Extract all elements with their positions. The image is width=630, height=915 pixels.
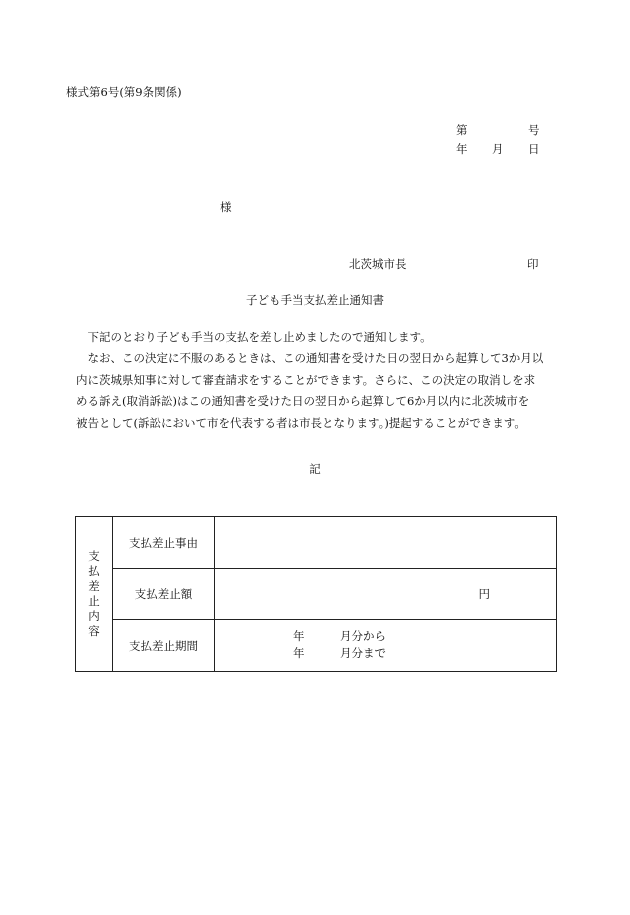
body-paragraph-2-line-1: なお、この決定に不服のあるときは、この通知書を受けた日の翌日から起算して3か月以 [87, 351, 544, 366]
body-paragraph-2-line-4: 被告として(訴訟において市を代表する者は市長となります。)提起することができます。 [76, 415, 526, 430]
period-to-line [293, 645, 386, 661]
group-label-char: 内 [88, 609, 100, 623]
sender-name: 北茨城市長 [349, 257, 407, 271]
period-from-line [293, 628, 386, 644]
ki-heading: 記 [309, 462, 321, 476]
body-paragraph-2-line-2: 内に茨城県知事に対して審査請求をすることができます。さらに、この決定の取消しを求 [76, 372, 536, 387]
document-title: 子ども手当支払差止通知書 [246, 293, 384, 307]
detail-table [75, 516, 557, 672]
table-row [76, 517, 557, 569]
seal-mark: 印 [527, 257, 539, 271]
group-label-vertical [76, 517, 113, 672]
period-from-text: 月分から [340, 629, 386, 643]
group-label-char: 支 [88, 549, 100, 563]
body-paragraph-1: 下記のとおり子ども手当の支払を差し止めましたので通知します。 [87, 330, 432, 344]
reason-value [215, 517, 557, 569]
group-label-char: 容 [88, 624, 100, 638]
document-number-suffix: 号 [528, 123, 540, 137]
group-label-char: 差 [88, 579, 100, 593]
form-number: 様式第6号(第9条関係) [66, 85, 182, 99]
period-label: 支払差止期間 [113, 620, 215, 672]
notice-body [76, 327, 556, 434]
table-row [76, 620, 557, 672]
reason-label: 支払差止事由 [113, 517, 215, 569]
period-value [215, 620, 557, 672]
date-day-label: 日 [528, 142, 540, 156]
document-number-prefix: 第 [456, 123, 468, 137]
period-to-year: 年 [293, 646, 305, 660]
body-paragraph-2-line-3: める訴え(取消訴訟)はこの通知書を受けた日の翌日から起算して6か月以内に北茨城市を [76, 394, 530, 409]
amount-label: 支払差止額 [113, 569, 215, 620]
amount-unit: 円 [215, 569, 557, 620]
period-from-year: 年 [293, 629, 305, 643]
date-year-label: 年 [456, 142, 468, 156]
group-label-char: 払 [88, 564, 100, 578]
period-to-text: 月分まで [340, 646, 386, 660]
date-month-label: 月 [492, 142, 504, 156]
recipient-honorific: 様 [220, 200, 232, 214]
table-row [76, 569, 557, 620]
group-label-char: 止 [88, 594, 100, 608]
